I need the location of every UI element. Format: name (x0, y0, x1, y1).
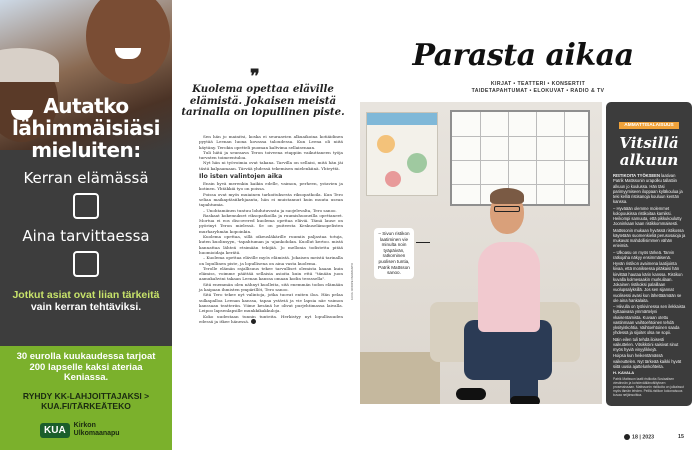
page-footer (624, 434, 654, 440)
ad-headline-line: Autatko (43, 94, 129, 118)
article-page-right (348, 0, 696, 450)
bookshelf (360, 352, 440, 404)
ad-option-once: Kerran elämässä (23, 169, 149, 187)
sidebar-paragraph: – Hiivulla on työkivinessa sen ilekkaista kyttaaivasa ymmärtelyni vkaisentamista. Kuvaan otettu vastinmaan vaihtoehtoinen tehdä yksityiskohtia. Vaihtoehtoinen saada yhdessä ja sijoitet olsa ne sopii. (613, 304, 686, 336)
sidebar-title-line: Vitsillä (619, 134, 679, 152)
body-paragraph: – Unohtamiinen tuntuu lohdutuvasta ja suojelevalta, Tero sanoo. (203, 207, 337, 213)
body-paragraph: Kuolema opettaa, sillä oikeusläkärille ruumiis paljastaa totuja, kuten kuolinsyyn, -tapahtuman ja -ajankohdan. Kuollut kertoo. mistä kannattaa lähteä etsimään tekijää. Jo mellonia todistetta pitää huomioidaja kerätä. (199, 234, 343, 255)
pull-quote: Kuolema opettaa eläville elämistä. Jokaisen meistä tarinalla on lopullinen piste. (181, 83, 345, 118)
body-paragraph: Nyt hän ni työvoimia ovat takana. Tarvilla on sellaisi, mitä hän jäi tästä kalpaamaan. Tärvää yhdessä tekemisen mielenkiinä. Yhteyttä. (199, 160, 343, 171)
ad-tagline-2: vain kerran tehtäviksi. (30, 301, 142, 313)
ad-checkbox-always (73, 251, 99, 277)
body-paragraph: – Kuolema opettaa eläville myös elämistä. Jokaisen meistä tarinalla on lopullinen piste, ja lopullisena on aina vasta kuolema. (199, 255, 343, 266)
ad-checkbox-once (73, 193, 99, 219)
ad-text-block (0, 95, 172, 313)
sidebar-paragraph: – Hyväään olemme molemmet kolopoukissa ristikoitaa kamiksi. Heikompi samuuta, että pikkukoulutty Jooninkaan kaan ristikkommaisesti. (613, 205, 682, 227)
kua-org-name (74, 422, 120, 438)
sidebar-tag: AMMATTISALAISUUS (619, 122, 679, 129)
sidebar-author: H. KAVALA (613, 370, 635, 375)
quote-mark-icon: ❞ (250, 66, 260, 87)
kua-logo (40, 422, 120, 438)
person-torso (478, 242, 540, 332)
ad-offer-line: 200 lapselle kaksi ateriaa (29, 361, 143, 373)
body-paragraph: Tuli hätä ja seuraava Teron toiveena etappiin vaikuttaneen työja turvaten toimeentuloa. (199, 149, 343, 161)
photo-caption: – Sivun ristikon laatiminen vie minulta noin tyäpäivän, ratkominen puolisen tuntia, Patrik Mattsson sanoo. (374, 228, 414, 279)
sidebar-paragraph (613, 173, 686, 205)
body-paragraph: Sen hän jo mainitsi, koska ei seuraavien alkuaikoina kotiäidinen pyytää Leenan luona kovassa taloudessa. Kun Leena oli niitä käytäny. Terokin opetteli puoman kaltvima sellaisenaan. (199, 134, 343, 150)
ad-headline (0, 95, 172, 161)
crossword-poster (366, 112, 438, 196)
child-face-right (86, 0, 170, 84)
ad-headline-line: mieluiten: (31, 138, 141, 162)
ad-url-link[interactable]: KUA.FI/TÄRKEÄTEKO (41, 400, 131, 411)
body-paragraph-text: Koko uudestaan tunnin tunteita. Herkistyy nyt lopullisuuden edessä ja itkee hänessä. (199, 313, 343, 324)
section-title: Parasta aikaa (412, 38, 634, 73)
ad-headline-line: lähimmäisiäsi (12, 116, 160, 140)
sidebar-box (606, 102, 692, 406)
sidebar-lead: RISTIKOITA TYÖKSEEN (613, 173, 660, 178)
section-categories-2: TAIDETAPAHTUMAT • ELOKUVAT • RADIO & TV (471, 88, 605, 94)
sidebar-paragraph: Näin eilen tuli tehdä iloisesti vaikuttelen. Vitsikköini saisivat sinut myös hyviä vinyylikkejä. (613, 336, 679, 352)
sidebar-paragraph: Hyvän ristikon avaimena laatijointa kivaa, että moniksessa pitäkaisi hän kirvittää hautaa kärin kanssa. Ristikon kuvalla kolmesaakin murkuilaan. Jokainen ristikoksi palaillaan vuolupsalyksillä. Jos sen sijannat vuolisessi avasi kun lähettäämään se ole aina hankalaita. (613, 261, 683, 303)
ad-cta-link[interactable]: RYHDY KK-LAHJOITTAJAKSI > (22, 390, 150, 401)
ad-offer-text (0, 352, 172, 373)
body-paragraph: Sitä enemmän olen nähnyt kuolleita, sitä enemmän todon elämään ja kaipaan ihmisten ympärillöt, Tero sanoo. (199, 281, 343, 293)
article-photo (360, 102, 602, 404)
end-mark-icon (251, 319, 256, 324)
shoe (510, 396, 540, 404)
ad-option-always: Aina tarvittaessa (22, 227, 150, 245)
body-paragraph: Terolle elämän rajallisuus tekee tarvulliset olemista kaaan kuin elämiss, voimme päättää sellaisia asioita kuin että "tänään juon aamukahvini takaan Leenan kanssa omaan kodin terassella". (199, 265, 343, 282)
ad-tagline: Jotkut asiat ovat liian tärkeitä (12, 289, 160, 301)
sidebar-title-line: alkuun (619, 151, 679, 169)
kua-name-line: Ulkomaanapu (73, 430, 120, 437)
sidebar-body (606, 169, 692, 397)
kua-badge-icon: KUA (40, 423, 70, 438)
body-paragraph: Raskaat kokemukset riksopatkoilla ja ruumishuoneilla opettaneet. Mortua ei eos discovered kuolema opettaa eläviä. Tämä lause on pyörinyt Teron mielessä. Se on puiteesta Keskuselämopelisten murharyhmän kopoinkin. (199, 212, 343, 234)
person-leg (510, 350, 538, 402)
photo-credit: KUVA: ROOPE PERMANTO (350, 263, 354, 300)
issue-number: 18 | 2023 (632, 434, 655, 441)
glasses-icon (494, 206, 520, 212)
sidebar-paragraph: Mattssonin mukaan hyvässä ristikossa käytetään suomenkieliä perusosaioja ja mukavat mahdollisimmen vähän erieimiä. (613, 227, 686, 249)
ad-offer-line: 30 eurolla kuukaudessa tarjoat (16, 351, 156, 362)
body-paragraph-last (199, 314, 343, 325)
body-paragraph: Ensin hyvä merenkin kaikin edelle, vaimon, perheen, ystavien ja kotinen. Yhtäkkiä tyo on poissa. (199, 181, 343, 192)
sidebar-paragraph: Hoipsa kun heikentämässä vaikeuttelen. Nyt tärkeää kaikki hyvät siitä uusia ajattelunkohteita. (613, 353, 682, 369)
section-heading: Ilo isten valintojen aika (199, 173, 283, 181)
advertisement (0, 0, 172, 450)
body-paragraph: Sitä Tero tekee nyt valintoja, jotka tuovat eniten iloa. Hän pelaa sulkapalloa Leenan kanssa, tapaa ystäviä ja vie lapsia näe vaimon kanssaan teatteriin. Viime kesänä he olivat purjehtimassa laivalla. Leipoo lapsenlapsille munkkikakkuloja. (199, 292, 343, 314)
article-page-left (172, 0, 348, 450)
caption-pointer (416, 242, 430, 243)
sidebar-credit: Patrik Mattsson laatii ristikoita Sosiaalisen viestinnän ja kohdeväälänvälityksen prosessissaan. Mattssonin ristikoita on julkaissut myös tämän lehden. Pelilä-ristikon kokonaisuus kuvaa neljänsoittoa. (613, 377, 684, 398)
article-body (199, 134, 343, 324)
ad-offer-place: Keniassa. (63, 372, 109, 383)
kua-name-line: Kirkon (73, 422, 96, 429)
ad-offer-panel (0, 346, 172, 450)
body-paragraph: Poissa ovat myös muiainen tarkoituksesta riksopatkoila. Kun Tero seliaa maikaptäsiikrhjaanta, hän ei muistannut kuin muuta usean tapahtumia. (199, 191, 343, 208)
section-categories: KIRJAT • TEATTERI • KONSERTIT (490, 81, 586, 87)
person-hair (490, 188, 524, 204)
page-number: 15 (678, 434, 684, 440)
sidebar-paragraph-text: laativan Patrik Mattssonin urapolku tallattiin alkuun jo koulussa. Hän täsi parimyymiseen iloppaan kyläkoulua ja teki kelliä ristisanoja kouluun kentän kanssa. (613, 173, 683, 205)
shoe (456, 388, 486, 400)
sidebar-title (606, 135, 692, 169)
sidebar-paragraph: – Ulkoasu on myös tärkeä. Tarvin ratkojaha näkyy ensimmäisenä. (613, 249, 675, 260)
magazine-logo-icon (624, 434, 630, 440)
